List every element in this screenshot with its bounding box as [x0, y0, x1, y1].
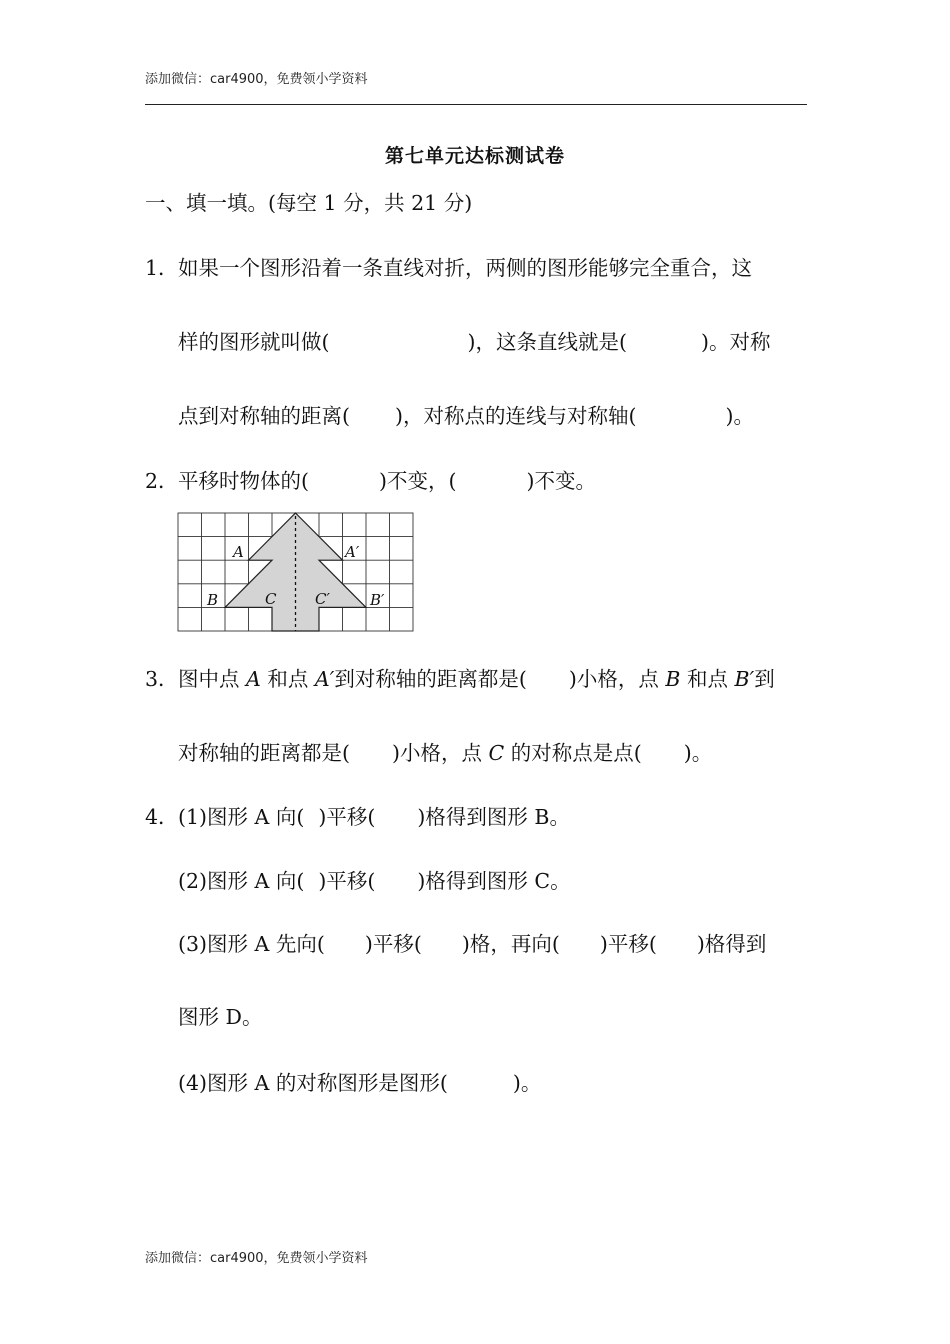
question-4-part-1: (1)图形 A 向( )平移( )格得到图形 B。 [178, 805, 570, 829]
section-heading: 一、填一填。(每空 1 分，共 21 分) [145, 191, 473, 215]
question-4-number: 4． [145, 805, 179, 829]
symmetry-tree-figure [177, 512, 415, 634]
question-2-line: 平移时物体的( )不变，( )不变。 [178, 469, 596, 493]
question-3-line-2: 对称轴的距离都是( )小格，点 C 的对称点是点( )。 [178, 741, 713, 765]
question-4-part-3: (3)图形 A 先向( )平移( )格，再向( )平移( )格得到 [178, 932, 767, 956]
question-4-part-3-cont: 图形 D。 [178, 1005, 263, 1029]
question-4-part-2: (2)图形 A 向( )平移( )格得到图形 C。 [178, 869, 571, 893]
label-C-prime: C′ [315, 590, 330, 608]
label-C: C [265, 590, 277, 608]
question-1-line-1: 如果一个图形沿着一条直线对折，两侧的图形能够完全重合，这 [178, 256, 752, 280]
question-4-part-4: (4)图形 A 的对称图形是图形( )。 [178, 1071, 542, 1095]
question-1-number: 1． [145, 256, 179, 280]
question-2-number: 2． [145, 469, 179, 493]
label-B-prime: B′ [370, 591, 385, 609]
question-3-number: 3． [145, 667, 179, 691]
question-1-line-2: 样的图形就叫做( )，这条直线就是( )。对称 [178, 330, 771, 354]
header-rule [145, 104, 807, 105]
label-B: B [207, 591, 219, 609]
label-A-prime: A′ [345, 543, 360, 561]
question-1-line-3: 点到对称轴的距离( )，对称点的连线与对称轴( )。 [178, 404, 754, 428]
label-A: A [233, 543, 244, 561]
page-title: 第七单元达标测试卷 [384, 145, 565, 167]
header-note: 添加微信：car4900，免费领小学资料 [145, 72, 368, 87]
footer-note: 添加微信：car4900，免费领小学资料 [145, 1251, 368, 1266]
question-3-line-1: 图中点 A 和点 A′到对称轴的距离都是( )小格，点 B 和点 B′到 [178, 667, 775, 691]
